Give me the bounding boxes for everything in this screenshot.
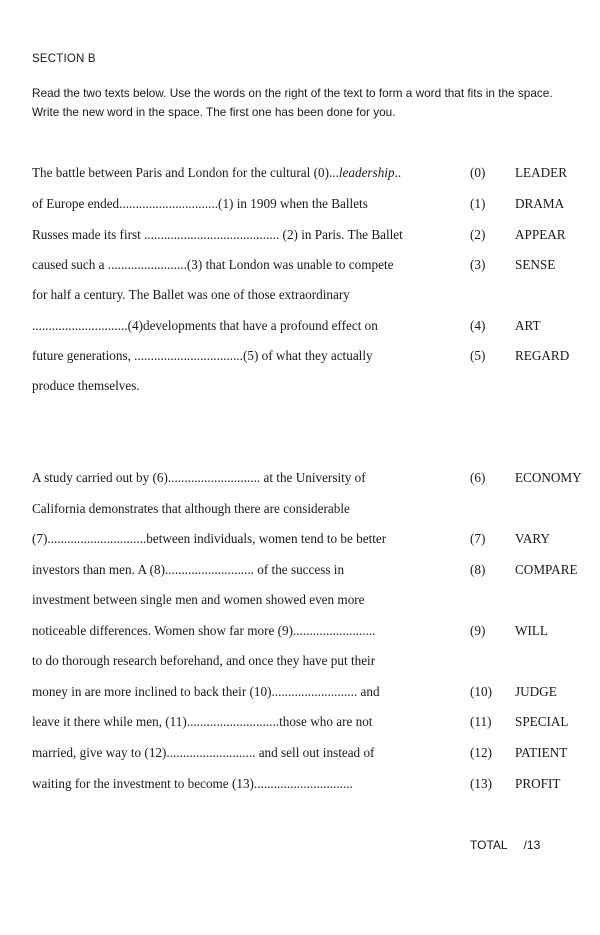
text1-line-post: .. xyxy=(394,165,402,180)
total-label: TOTAL xyxy=(470,838,508,852)
instructions: Read the two texts below. Use the words on the right of the text to form a word that fits in the space. Write the new word in the space. The first one has been done for you. xyxy=(32,86,553,119)
stem-word: ART xyxy=(515,318,541,333)
item-number: (9) xyxy=(470,623,486,638)
stem-word: WILL xyxy=(515,623,548,638)
text2-line-text: money in are more inclined to back their (10).......................... and xyxy=(32,684,380,699)
item-number: (6) xyxy=(470,470,486,485)
stem-word: PROFIT xyxy=(515,776,561,791)
item-number: (7) xyxy=(470,531,486,546)
text1-line-text: caused such a ........................(3) that London was unable to compete xyxy=(32,257,394,272)
text2-line-text: A study carried out by (6)............................ at the University of xyxy=(32,470,366,485)
item-number: (10) xyxy=(470,684,492,699)
item-number: (12) xyxy=(470,745,492,760)
stem-word: JUDGE xyxy=(515,684,557,699)
item-number: (4) xyxy=(470,318,486,333)
example-answer: leadership xyxy=(338,165,395,180)
stem-word: SPECIAL xyxy=(515,714,569,729)
text2-line-text: waiting for the investment to become (13).............................. xyxy=(32,776,353,791)
text1-line-text xyxy=(32,165,401,181)
stem-word: ECONOMY xyxy=(515,470,582,485)
text2-line-text: married, give way to (12)........................... and sell out instead of xyxy=(32,745,375,760)
total-score-value: /13 xyxy=(523,838,541,852)
item-number: (3) xyxy=(470,257,486,272)
item-number: (13) xyxy=(470,776,492,791)
stem-word: REGARD xyxy=(515,348,570,363)
item-number: (8) xyxy=(470,562,486,577)
item-number: (2) xyxy=(470,227,486,242)
stem-word: COMPARE xyxy=(515,562,578,577)
text1-line-text: future generations, .................................(5) of what they actually xyxy=(32,348,373,363)
text1-line-text: produce themselves. xyxy=(32,378,140,393)
stem-word: VARY xyxy=(515,531,550,546)
text2-line-text: California demonstrates that although there are considerable xyxy=(32,501,350,516)
total-score xyxy=(470,838,540,852)
text1-line-text: for half a century. The Ballet was one of those extraordinary xyxy=(32,287,350,302)
text2-line-text: noticeable differences. Women show far more (9)......................... xyxy=(32,623,376,638)
item-number: (1) xyxy=(470,196,486,211)
text1-line-text: .............................(4)developments that have a profound effect on xyxy=(32,318,378,333)
text2-line-text: investment between single men and women showed even more xyxy=(32,592,365,607)
text2-line-text: to do thorough research beforehand, and once they have put their xyxy=(32,653,376,668)
item-number: (11) xyxy=(470,714,492,729)
text1-line-pre: The battle between Paris and London for the cultural (0)... xyxy=(32,165,339,180)
text1-line-text: of Europe ended..............................(1) in 1909 when the Ballets xyxy=(32,196,368,211)
stem-word: APPEAR xyxy=(515,227,566,242)
text1-line-text: Russes made its first ......................................... (2) in Paris. The Ballet xyxy=(32,227,403,242)
section-title: SECTION B xyxy=(32,53,96,65)
item-number: (5) xyxy=(470,348,486,363)
item-number: (0) xyxy=(470,165,486,180)
text2-line-text: (7)..............................between individuals, women tend to be better xyxy=(32,531,387,546)
stem-word: DRAMA xyxy=(515,196,565,211)
text2-line-text: leave it there while men, (11)............................those who are not xyxy=(32,714,373,729)
stem-word: PATIENT xyxy=(515,745,568,760)
stem-word: SENSE xyxy=(515,257,556,272)
text2-line-text: investors than men. A (8)........................... of the success in xyxy=(32,562,345,577)
stem-word: LEADER xyxy=(515,165,568,180)
